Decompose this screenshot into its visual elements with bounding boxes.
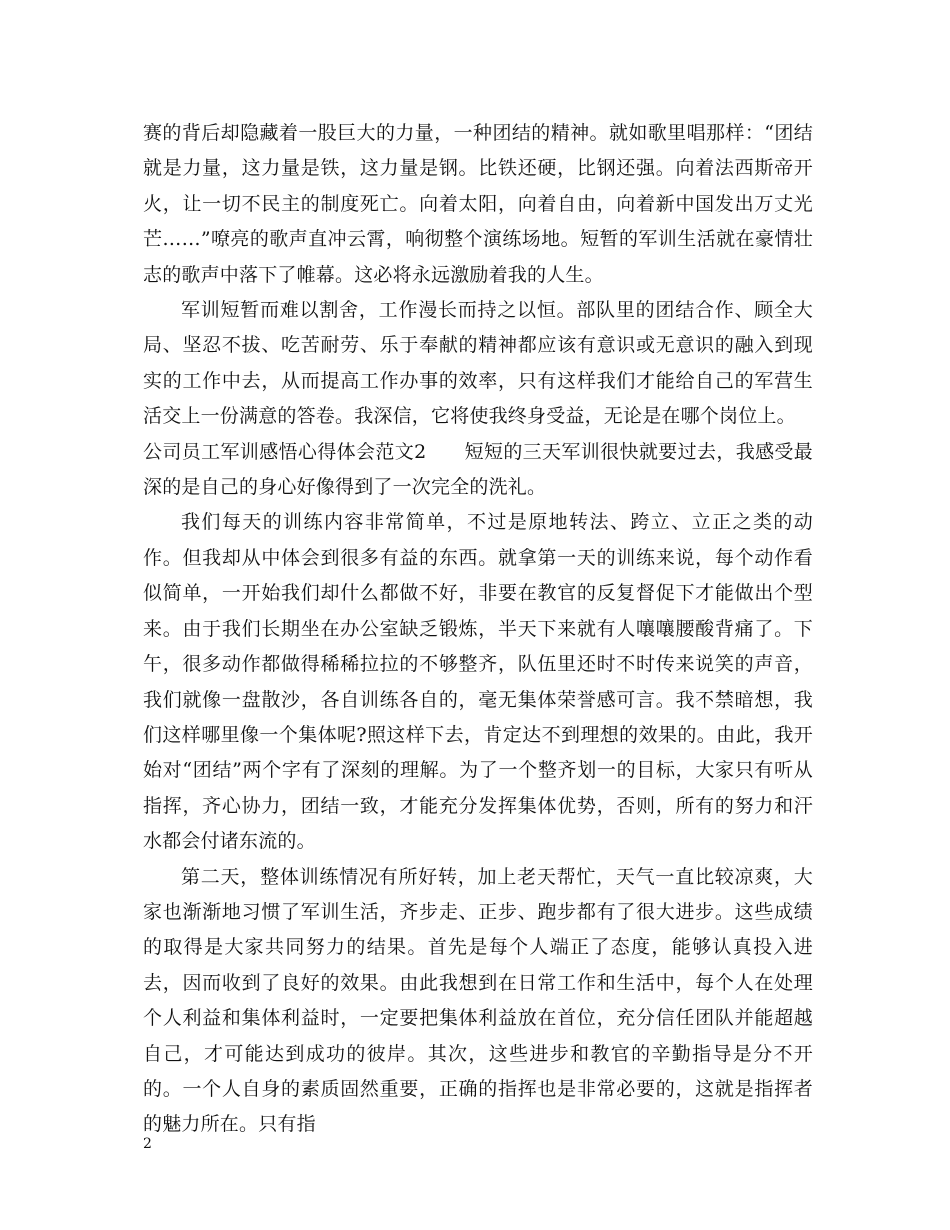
page-number: 2 bbox=[143, 1136, 152, 1152]
paragraph: 我们每天的训练内容非常简单，不过是原地转法、跨立、立正之类的动作。但我却从中体会到很多有益的东西。就拿第一天的训练来说，每个动作看似简单，一开始我们却什么都做不好，非要在教官的反复督促下才能做出个型来。由于我们长期坐在办公室缺乏锻炼，半天下来就有人嚷嚷腰酸背痛了。下午，很多动作都做得稀稀拉拉的不够整齐，队伍里还时不时传来说笑的声音，我们就像一盘散沙，各自训练各自的，毫无集体荣誉感可言。我不禁暗想，我们这样哪里像一个集体呢?照这样下去，肯定达不到理想的效果的。由此，我开始对“团结”两个字有了深刻的理解。为了一个整齐划一的目标，大家只有听从指挥，齐心协力，团结一致，才能充分发挥集体优势，否则，所有的努力和汗水都会付诸东流的。 bbox=[143, 511, 813, 853]
paragraph: 第二天，整体训练情况有所好转，加上老天帮忙，天气一直比较凉爽，大家也渐渐地习惯了军训生活，齐步走、正步、跑步都有了很大进步。这些成绩的取得是大家共同努力的结果。首先是每个人端正了态度，能够认真投入进去，因而收到了良好的效果。由此我想到在日常工作和生活中，每个人在处理个人利益和集体利益时，一定要把集体利益放在首位，充分信任团队并能超越自己，才可能达到成功的彼岸。其次，这些进步和教官的辛勤指导是分不开的。一个人自身的素质固然重要，正确的指挥也是非常必要的，这就是指挥者的魅力所在。只有指 bbox=[143, 865, 813, 1136]
document-body bbox=[143, 116, 813, 1143]
paragraph: 军训短暂而难以割舍，工作漫长而持之以恒。部队里的团结合作、顾全大局、坚忍不拔、吃苦耐劳、乐于奉献的精神都应该有意识或无意识的融入到现实的工作中去，从而提高工作办事的效率，只有这样我们才能给自己的军营生活交上一份满意的答卷。我深信，它将使我终身受益，无论是在哪个岗位上。 bbox=[143, 299, 813, 428]
section-heading: 公司员工军训感悟心得体会范文2 bbox=[143, 440, 427, 463]
section-intro: 短短的三天军训很快就要过去，我感受最深的是自己的身心好像得到了一次完全的洗礼。 bbox=[143, 440, 814, 499]
section-heading-paragraph bbox=[143, 435, 813, 506]
paragraph-continued: 赛的背后却隐藏着一股巨大的力量，一种团结的精神。就如歌里唱那样：“团结就是力量，这力量是铁，这力量是钢。比铁还硬，比钢还强。向着法西斯帝开火，让一切不民主的制度死亡。向着太阳，向着自由，向着新中国发出万丈光芒……”嘹亮的歌声直冲云霄，响彻整个演练场地。短暂的军训生活就在豪情壮志的歌声中落下了帷幕。这必将永远激励着我的人生。 bbox=[143, 122, 813, 286]
